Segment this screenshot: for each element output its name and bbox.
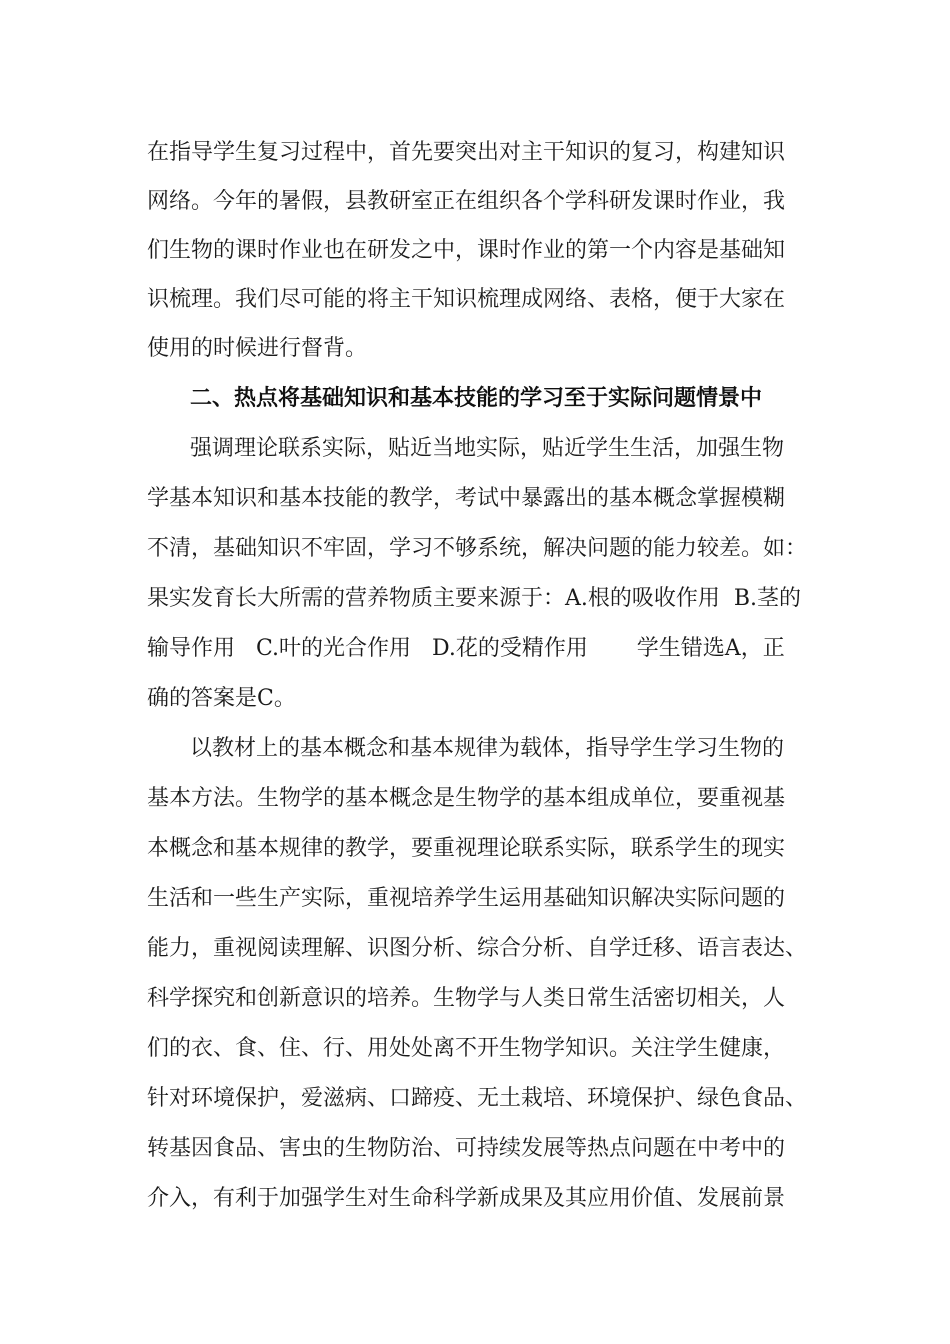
section-heading: 二、热点将基础知识和基本技能的学习至于实际问题情景中 — [190, 386, 763, 411]
paragraph-2-line-6: 确的答案是C。 — [147, 686, 296, 711]
paragraph-3-line-8: 针对环境保护，爱滋病、口蹄疫、无土栽培、环境保护、绿色食品、 — [147, 1086, 808, 1111]
paragraph-3-line-9: 转基因食品、害虫的生物防治、可持续发展等热点问题在中考中的 — [147, 1136, 786, 1161]
paragraph-1-line-4: 识梳理。我们尽可能的将主干知识梳理成网络、表格，便于大家在 — [147, 287, 786, 312]
paragraph-2-line-3: 不清，基础知识不牢固，学习不够系统，解决问题的能力较差。如： — [147, 536, 808, 561]
paragraph-2-line-1: 强调理论联系实际，贴近当地实际，贴近学生生活，加强生物 — [190, 436, 785, 461]
paragraph-1-line-3: 们生物的课时作业也在研发之中，课时作业的第一个内容是基础知 — [147, 238, 786, 263]
paragraph-1-line-5: 使用的时候进行督背。 — [147, 336, 368, 361]
paragraph-2-line-2: 学基本知识和基本技能的教学，考试中暴露出的基本概念掌握模糊 — [147, 486, 786, 511]
paragraph-3-line-7: 们的衣、食、住、行、用处处离不开生物学知识。关注学生健康， — [147, 1036, 786, 1061]
paragraph-3-line-4: 生活和一些生产实际，重视培养学生运用基础知识解决实际问题的 — [147, 886, 786, 911]
paragraph-2-line-5: 输导作用 C.叶的光合作用 D.花的受精作用 学生错选A，正 — [147, 636, 785, 661]
paragraph-3-line-1: 以教材上的基本概念和基本规律为载体，指导学生学习生物的 — [190, 736, 785, 761]
paragraph-3-line-6: 科学探究和创新意识的培养。生物学与人类日常生活密切相关，人 — [147, 986, 786, 1011]
paragraph-2-line-4: 果实发育长大所需的营养物质主要来源于：A.根的吸收作用 B.茎的 — [147, 586, 802, 611]
paragraph-3-line-5: 能力，重视阅读理解、识图分析、综合分析、自学迁移、语言表达、 — [147, 936, 808, 961]
paragraph-3-line-2: 基本方法。生物学的基本概念是生物学的基本组成单位，要重视基 — [147, 786, 786, 811]
paragraph-1-line-1: 在指导学生复习过程中，首先要突出对主干知识的复习，构建知识 — [147, 140, 786, 165]
paragraph-3-line-3: 本概念和基本规律的教学，要重视理论联系实际，联系学生的现实 — [147, 836, 786, 861]
paragraph-1-line-2: 网络。今年的暑假，县教研室正在组织各个学科研发课时作业，我 — [147, 189, 786, 214]
paragraph-3-line-10: 介入，有利于加强学生对生命科学新成果及其应用价值、发展前景 — [147, 1186, 786, 1211]
